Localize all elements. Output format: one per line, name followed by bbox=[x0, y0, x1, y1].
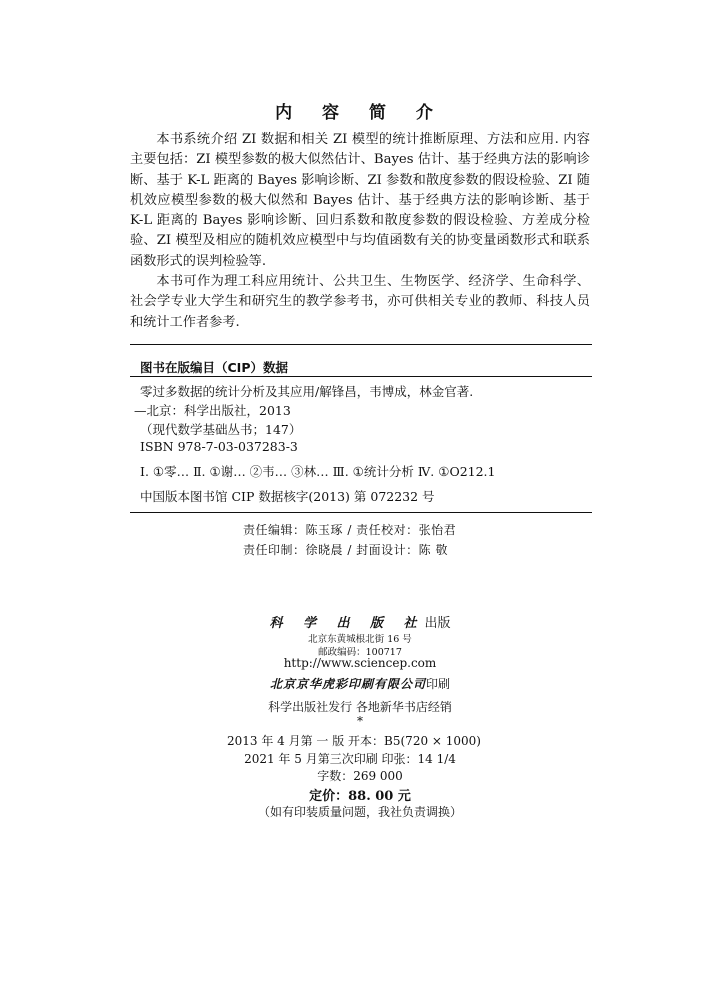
publisher-url: http://www.sciencep.com bbox=[283, 656, 437, 670]
summary-paragraph-1: 本书系统介绍 ZI 数据和相关 ZI 模型的统计推断原理、方法和应用. 内容主要包括：ZI 模型参数的极大似然估计、Bayes 估计、基于经典方法的影响诊断、基于 K-L 距离的 Bayes 影响诊断、ZI 参数和散度参数的假设检验、ZI 随机效应模型参数的极大似然和 Bayes 估计、基于经典方法的影响诊断、基于 K-L 距离的 Bayes 影响诊断、回归系数和散度参数的假设检验、方差成分检验、ZI 模型及相应的随机效应模型中与均值函数有关的协变量函数形式和联系函数形式的误判检验等. bbox=[130, 132, 590, 269]
summary-paragraph-2: 本书可作为理工科应用统计、公共卫生、生物医学、经济学、生命科学、社会学专业大学生和研究生的教学参考书，亦可供相关专业的教师、科技人员和统计工作者参考. bbox=[130, 274, 590, 330]
editors-line-1: 责任编辑：陈玉琢 / 责任校对：张怡君 bbox=[243, 523, 457, 537]
cip-classification: Ⅰ. ①零… Ⅱ. ①谢… ②韦… ③林… Ⅲ. ①统计分析 Ⅳ. ①O212.1 bbox=[140, 464, 496, 479]
publisher-postcode: 邮政编码：100717 bbox=[318, 647, 402, 658]
page-title: 内 容 简 介 bbox=[275, 103, 445, 123]
cip-core-number: 中国版本图书馆 CIP 数据核字(2013) 第 072232 号 bbox=[140, 489, 435, 504]
cip-heading-rule bbox=[130, 376, 592, 377]
cip-series-line: （现代数学基础丛书；147） bbox=[140, 422, 302, 437]
price: 定价：88. 00 元 bbox=[309, 789, 411, 804]
editors-line-2: 责任印制：徐晓晨 / 封面设计：陈 敬 bbox=[243, 543, 448, 557]
cip-isbn: ISBN 978-7-03-037283-3 bbox=[140, 439, 298, 454]
publisher-name-suffix: 出版 bbox=[424, 616, 451, 631]
publisher-name: 科 学 出 版 社 bbox=[269, 616, 425, 631]
quality-note: （如有印装质量问题，我社负责调换） bbox=[257, 805, 462, 819]
printer-line bbox=[0, 675, 720, 692]
distribution-line: 科学出版社发行 各地新华书店经销 bbox=[268, 700, 452, 714]
cip-bottom-rule bbox=[130, 512, 592, 513]
cip-top-rule bbox=[130, 344, 592, 345]
printer-suffix: 印刷 bbox=[426, 677, 451, 691]
cip-book-line: 零过多数据的统计分析及其应用/解锋昌，韦博成，林金官著. bbox=[140, 384, 474, 399]
summary-section bbox=[130, 130, 590, 333]
publisher-name-line bbox=[0, 612, 720, 631]
cip-publisher-line: —北京：科学出版社，2013 bbox=[134, 403, 291, 418]
printer-name: 北京京华虎彩印刷有限公司 bbox=[269, 677, 426, 691]
reprint-line: 2021 年 5 月第三次印刷 印张：14 1/4 bbox=[244, 752, 456, 766]
word-count: 字数：269 000 bbox=[317, 769, 403, 783]
edition-line: 2013 年 4 月第 一 版 开本：B5(720 × 1000) bbox=[226, 734, 481, 748]
cip-heading: 图书在版编目（CIP）数据 bbox=[140, 360, 288, 375]
separator-star: * bbox=[357, 714, 363, 728]
publisher-address: 北京东黄城根北街 16 号 bbox=[308, 634, 412, 645]
